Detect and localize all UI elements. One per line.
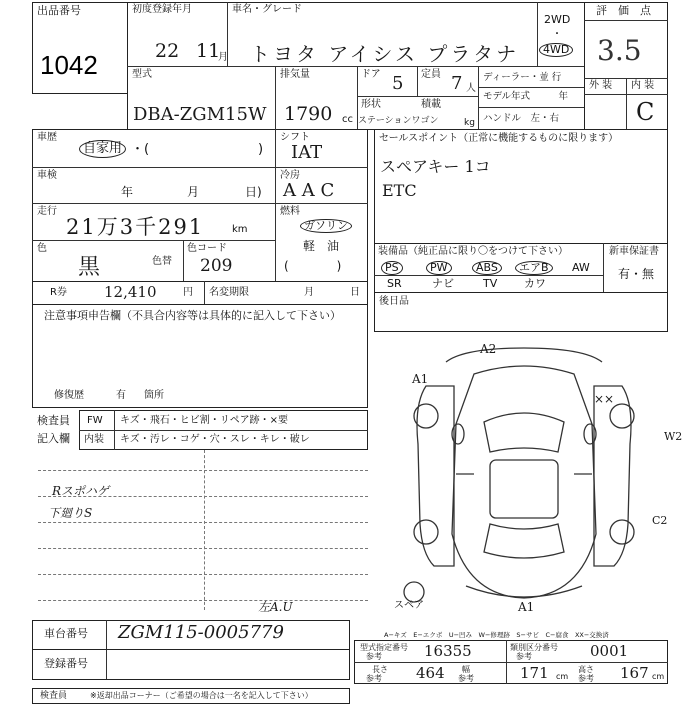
lot-number: 1042 <box>40 50 98 80</box>
registration-year: 22 <box>155 40 180 62</box>
displacement-value: 1790 <box>284 103 333 125</box>
seats-value: 7 <box>451 73 463 94</box>
color-label: 色 <box>37 243 47 254</box>
inspector-interior-items: キズ・汚レ・コゲ・穴・スレ・キレ・破レ <box>120 434 310 445</box>
category-value: 0001 <box>590 642 629 660</box>
chassis-number-label: 車台番号 <box>44 627 88 640</box>
shape-value: ステーションワゴン <box>358 116 439 126</box>
model-year: モデル年式 年 <box>483 91 569 102</box>
equipment-airbag: エアB <box>515 261 553 275</box>
repair-history-unit: 箇所 <box>144 390 164 401</box>
height-cm: cm <box>652 672 665 681</box>
history-paren-open: ・( <box>131 142 150 157</box>
inspector-exterior-items: キズ・飛石・ヒビ割・リペア跡・×要 <box>120 415 288 426</box>
inspector-label: 検査員 <box>37 414 70 427</box>
sales-point-spare-key: スペアキー 1コ <box>380 157 491 176</box>
equipment-abs: ABS <box>472 261 502 275</box>
sales-point-etc: ETC <box>382 181 417 200</box>
shape-label: 形状 <box>361 99 381 110</box>
drive-option-2wd: 2WD <box>544 13 571 26</box>
seats-unit: 人 <box>466 83 476 94</box>
equipment-aw: AW <box>572 261 590 274</box>
equipment-navi: ナビ <box>432 277 454 290</box>
width-label: 幅 <box>462 665 470 674</box>
equipment-tv: TV <box>483 277 498 290</box>
score-value: 3.5 <box>597 34 642 67</box>
damage-replaced-mark: ×× <box>594 392 615 406</box>
recycle-box <box>32 281 368 305</box>
designation-sub: 参考 <box>366 652 382 661</box>
footer-return-corner: ※返却出品コーナー（ご希望の場合は一名を記入して下さい） <box>90 691 313 700</box>
steering-side: ハンドル 左・右 <box>483 113 560 124</box>
aircon-label: 冷房 <box>280 170 300 181</box>
mileage-value: 21万3千291 <box>66 215 205 239</box>
inspector-interior-label: 内装 <box>84 434 104 445</box>
remark-underbody: 下廻りS <box>48 506 93 520</box>
height-value: 167 <box>620 664 649 682</box>
fuel-gasoline: ガソリン <box>300 219 352 233</box>
height-label: 高さ <box>578 665 594 674</box>
recycle-unit: 円 <box>183 287 193 298</box>
registration-number-label: 登録番号 <box>44 657 88 670</box>
height-sub: 参考 <box>578 674 594 683</box>
spare-tire-label: スペア <box>394 600 424 611</box>
mileage-label: 走行 <box>37 206 57 217</box>
length-label: 長さ <box>372 665 388 674</box>
remark-left-side: 左A.U <box>258 600 293 614</box>
width-value: 171 <box>520 664 549 682</box>
category-label: 類別区分番号 <box>510 643 558 652</box>
seats-label: 定員 <box>421 69 441 80</box>
warranty-value: 有・無 <box>618 267 655 281</box>
damage-w2-right: W2 <box>664 430 683 443</box>
inspection-month-unit: 月 <box>187 185 200 199</box>
fuel-label: 燃料 <box>280 206 300 217</box>
inspector-fw: FW <box>87 415 103 426</box>
entry-field-label: 記入欄 <box>37 432 70 445</box>
name-change-month-unit: 月 <box>304 287 314 298</box>
category-sub: 参考 <box>516 652 532 661</box>
inspection-label: 車検 <box>37 170 57 181</box>
registration-month-unit: 月 <box>218 52 228 63</box>
model-grade-value: トヨタ アイシス プラタナ <box>250 42 520 66</box>
drive-option-separator: ・ <box>552 29 562 40</box>
type-label: 型式 <box>132 69 152 80</box>
history-label: 車歴 <box>37 132 57 143</box>
recycle-value: 12,410 <box>104 283 157 301</box>
color-change-label: 色替 <box>152 256 172 267</box>
color-value: 黒 <box>78 255 101 280</box>
score-label: 評 価 点 <box>596 4 651 17</box>
repair-history-value: 有 <box>116 390 126 401</box>
registration-month: 11 <box>196 40 221 62</box>
dealer-import: ディーラー・並 行 <box>483 72 562 83</box>
color-code-value: 209 <box>200 256 233 276</box>
fuel-diesel: 軽 油 <box>303 239 340 253</box>
color-code-label: 色コード <box>187 243 227 254</box>
after-items-label: 後日品 <box>379 296 409 307</box>
entry-divider <box>204 450 205 610</box>
type-value: DBA-ZGM15W <box>133 104 267 125</box>
history-value: 自家用 <box>79 140 126 158</box>
name-change-day-unit: 日 <box>350 287 360 298</box>
repair-history-label: 修復歴 <box>54 390 84 401</box>
load-label: 積載 <box>421 99 441 110</box>
load-unit: kg <box>464 118 475 128</box>
mileage-unit: km <box>232 224 248 235</box>
sales-point-title: セールスポイント（正常に機能するものに限ります） <box>379 133 619 144</box>
inspection-day-unit: 日) <box>245 185 262 199</box>
door-value: 5 <box>392 73 404 94</box>
warranty-label: 新車保証書 <box>609 246 659 257</box>
aircon-value: A A C <box>283 180 335 201</box>
damage-a1-rear: A1 <box>518 600 535 614</box>
equipment-ps: PS <box>381 261 403 275</box>
shift-value: IAT <box>291 142 323 163</box>
fuel-other: ( ) <box>284 259 342 273</box>
length-value: 464 <box>416 664 445 682</box>
shift-label: シフト <box>280 132 310 143</box>
inspection-year-unit: 年 <box>121 185 134 199</box>
lot-number-label: 出品番号 <box>37 4 81 17</box>
chassis-number-value: ZGM115-0005779 <box>118 622 284 643</box>
damage-legend: A−キズ E−エクボ U−凹み W−修理跡 S−サビ C−腐食 XX−交換済 <box>384 631 609 639</box>
interior-score-label: 内 装 <box>631 80 655 91</box>
model-grade-label: 車名・グレード <box>232 4 302 15</box>
exterior-score-label: 外 装 <box>589 80 613 91</box>
interior-score-value: C <box>636 98 655 126</box>
width-sub: 参考 <box>458 674 474 683</box>
displacement-label: 排気量 <box>280 69 310 80</box>
sales-point-box <box>374 129 668 244</box>
drive-option-4wd: 4WD <box>539 43 573 57</box>
displacement-unit: cc <box>342 114 353 125</box>
first-registration-label: 初度登録年月 <box>132 4 192 15</box>
width-cm: cm <box>556 672 569 681</box>
equipment-leather: カワ <box>524 277 546 290</box>
designation-value: 16355 <box>424 642 472 660</box>
door-label: ドア <box>361 69 381 80</box>
damage-c2-right-rear: C2 <box>652 514 668 527</box>
damage-a1-left-front: A1 <box>412 372 429 386</box>
history-paren-close: ) <box>258 142 264 157</box>
damage-a2-front: A2 <box>480 342 497 356</box>
length-sub: 参考 <box>366 674 382 683</box>
recycle-label: R券 <box>50 287 67 298</box>
footer-inspector-label: 検査員 <box>40 691 68 701</box>
after-items-box <box>374 292 668 332</box>
designation-label: 型式指定番号 <box>360 643 408 652</box>
name-change-deadline-label: 名変期限 <box>209 287 249 298</box>
notes-label: 注意事項申告欄（不具合内容等は具体的に記入して下さい） <box>44 309 341 322</box>
remark-rear-spoiler: Rスポハゲ <box>52 484 110 498</box>
equipment-pw: PW <box>426 261 452 275</box>
equipment-sunroof: SR <box>387 277 402 290</box>
equipment-title: 装備品（純正品に限り〇をつけて下さい） <box>378 246 568 257</box>
